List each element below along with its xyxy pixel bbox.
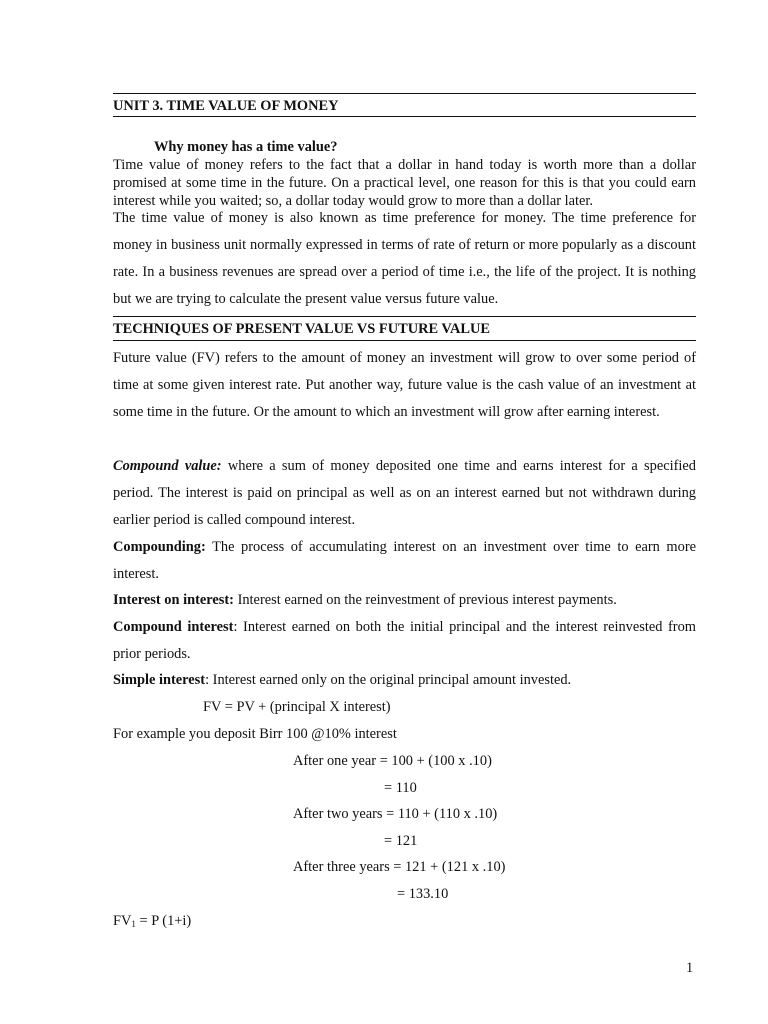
calc-line: After one year = 100 + (100 x .10) [293,753,492,769]
unit-title: UNIT 3. TIME VALUE OF MONEY [113,98,339,114]
top-rule [113,93,696,94]
definition-text: The process of accumulating interest on an investment over time to earn more interest. [113,539,696,582]
fv1-formula [113,912,191,933]
term-compounding: Compounding: [113,539,206,555]
calc-line: After two years = 110 + (110 x .10) [293,806,498,822]
definition-compound-interest [113,614,696,668]
fv1-lhs: FV [113,913,132,929]
document-page [113,0,696,1024]
section-underline [113,340,696,341]
title-underline [113,116,696,117]
term-compound-interest: Compound interest [113,619,234,635]
definition-compound-value [113,453,696,534]
calc-line: = 133.10 [397,886,449,902]
definition-text: Interest earned on the reinvestment of previous interest payments. [233,592,617,608]
fv1-rhs: = P (1+i) [135,913,192,929]
simple-interest-formula: FV = PV + (principal X interest) [203,699,391,715]
future-value-paragraph: Future value (FV) refers to the amount of money an investment will grow to over some period of time at some given interest rate. Put another way, future value is the cash value of an investment at some time in the future. Or the amount to which an investment will grow after earning interest. [113,350,696,420]
definition-text: : Interest earned only on the original principal amount invested. [205,672,572,688]
definition-compounding [113,534,696,588]
calc-line: = 110 [384,780,417,796]
definition-interest-on-interest [113,587,696,614]
section-title: TECHNIQUES OF PRESENT VALUE VS FUTURE VALUE [113,321,490,337]
fv1-subscript: 1 [131,919,136,929]
page-number: 1 [686,960,694,976]
subheading: Why money has a time value? [154,139,338,155]
intro-paragraph: Time value of money refers to the fact that a dollar in hand today is worth more than a dollar promised at some time in the future. On a practical level, one reason for this is that you could earn interest while you waited; so, a dollar today would grow to more than a dollar later. [113,157,696,209]
definition-simple-interest [113,667,696,694]
term-compound-value: Compound value: [113,458,222,474]
example-intro: For example you deposit Birr 100 @10% interest [113,726,397,742]
calc-line: After three years = 121 + (121 x .10) [293,859,506,875]
term-simple-interest: Simple interest [113,672,206,688]
time-preference-paragraph: The time value of money is also known as time preference for money. The time preference for money in business unit normally expressed in terms of rate of return or more popularly as a discount rate. In a business revenues are spread over a period of time i.e., the life of the project. It is nothing but we are trying to calculate the present value versus future value. [113,210,696,307]
term-interest-on-interest: Interest on interest: [113,592,234,608]
section-top-rule [113,316,696,317]
definition-text: where a sum of money deposited one time and earns interest for a specified period. The interest is paid on principal as well as on an interest earned but not withdrawn during earlier period is called compound interest. [113,458,696,528]
calc-line: = 121 [384,833,418,849]
definition-text: : Interest earned on both the initial principal and the interest reinvested from prior periods. [113,619,696,662]
